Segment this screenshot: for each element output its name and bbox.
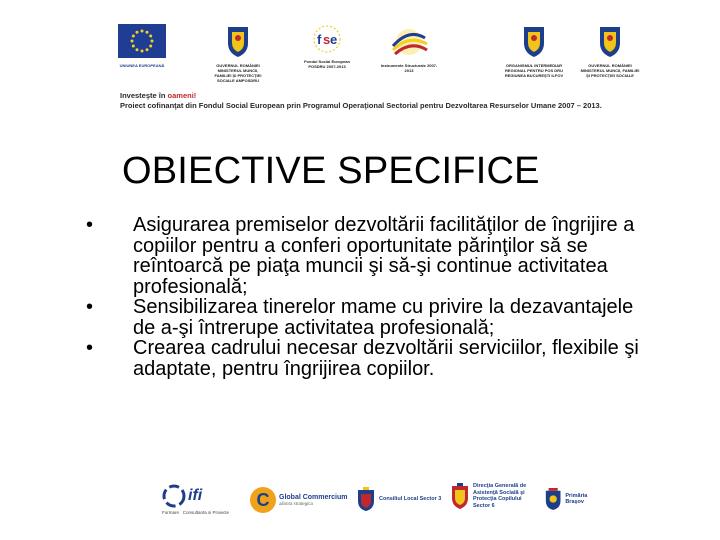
dgas-line2: Asistenţă Socială şi — [473, 489, 525, 496]
dgaspc-logo — [450, 482, 540, 510]
ministry-caption: GUVERNUL ROMÂNIEI MINISTERUL MUNCII, FAMILIEI ŞI PROTECŢIEI SOCIALE — [580, 63, 640, 78]
cls-name: Consiliul Local Sector 3 — [379, 495, 442, 502]
ifi-logo — [162, 484, 242, 515]
bullet-text: Crearea cadrului necesar dezvoltării serviciilor, flexibile şi adaptate, pentru îngrijirea copiilor. — [133, 337, 639, 380]
objectives-list — [80, 215, 660, 379]
dgas-line4: Sector 6 — [473, 502, 495, 509]
gc-sub: alianta strategica — [279, 501, 314, 506]
svg-text:e: e — [330, 32, 338, 47]
global-commercium-logo — [250, 487, 350, 513]
list-item — [80, 338, 660, 379]
bullet-icon: • — [86, 214, 94, 236]
bullet-icon: • — [86, 337, 94, 359]
list-item — [80, 297, 660, 338]
primaria-brasov-logo — [544, 486, 604, 512]
consiliul-local-logo — [356, 486, 446, 512]
structural-logo — [378, 24, 440, 73]
bullet-text: Asigurarea premiselor dezvoltării facilităţilor de îngrijire a copiilor pentru a conferi oportunitate părinţilor să se reîntoarcă pe piaţa muncii şi să-şi continue activitatea profesională; — [133, 214, 635, 298]
romanian-crest-icon — [521, 24, 547, 58]
list-item — [80, 215, 660, 297]
gc-letter: C — [256, 489, 270, 510]
tagline-cofinancing: Proiect cofinanţat din Fondul Social European prin Programul Operaţional Sectorial pentru Dezvoltarea Resurselor Umane 2007 – 2013. — [120, 101, 602, 110]
dgas-line3: Protecţia Copilului — [473, 496, 522, 502]
pb-name: Primăria Braşov — [565, 492, 588, 505]
bullet-text: Sensibilizarea tinerelor mame cu privire la dezavantajele de a-şi întrerupe activitatea profesională; — [133, 296, 634, 339]
ifi-sub1: Formare — [162, 510, 180, 515]
romanian-crest-icon — [597, 24, 623, 58]
fse-caption: Fondul Social European POSDRU 2007-2013 — [304, 59, 350, 69]
gc-name: Global Commercium — [279, 494, 348, 501]
eu-flag-logo — [116, 24, 168, 68]
eu-caption: UNIUNEA EUROPEANĂ — [119, 63, 165, 68]
project-tagline — [120, 91, 602, 111]
fse-icon — [307, 24, 347, 54]
ifi-swirl-icon — [162, 484, 186, 508]
oirposdru-caption: ORGANISMUL INTERMEDIAR REGIONAL PENTRU POS DRU REGIUNEA BUCUREŞTI ILFOV — [504, 63, 564, 78]
sector3-crest-icon — [356, 486, 376, 512]
sector6-crest-icon — [450, 482, 470, 510]
oirposdru-logo — [502, 24, 566, 78]
slide-title: OBIECTIVE SPECIFICE — [122, 150, 540, 192]
brasov-crest-icon — [544, 486, 562, 512]
gov-crest-logo — [210, 24, 266, 83]
bullet-icon: • — [86, 296, 94, 318]
dgas-line1: Direcţia Generală de — [473, 483, 527, 489]
ifi-name: ifi — [188, 487, 203, 504]
svg-text:f: f — [317, 32, 322, 47]
structural-instruments-icon — [385, 24, 433, 58]
gov-caption: GUVERNUL ROMÂNIEI MINISTERUL MUNCII, FAMILIEI ŞI PROTECŢIEI SOCIALE AMPOSDRU — [214, 63, 262, 83]
ifi-sub2: Consultanta si Proiecte — [182, 510, 230, 515]
ministry-logo — [580, 24, 640, 78]
svg-text:s: s — [323, 32, 331, 47]
fse-logo — [298, 24, 356, 69]
tagline-prefix: Investeşte în — [120, 91, 168, 100]
tagline-accent: oameni! — [167, 91, 197, 100]
partner-logo-strip — [160, 482, 600, 527]
gc-badge-icon — [250, 487, 276, 513]
romanian-crest-icon — [225, 24, 251, 58]
structural-caption: Instrumente Structurale 2007-2013 — [380, 63, 438, 73]
eu-flag-icon — [118, 24, 166, 58]
header-logo-strip — [110, 22, 650, 92]
